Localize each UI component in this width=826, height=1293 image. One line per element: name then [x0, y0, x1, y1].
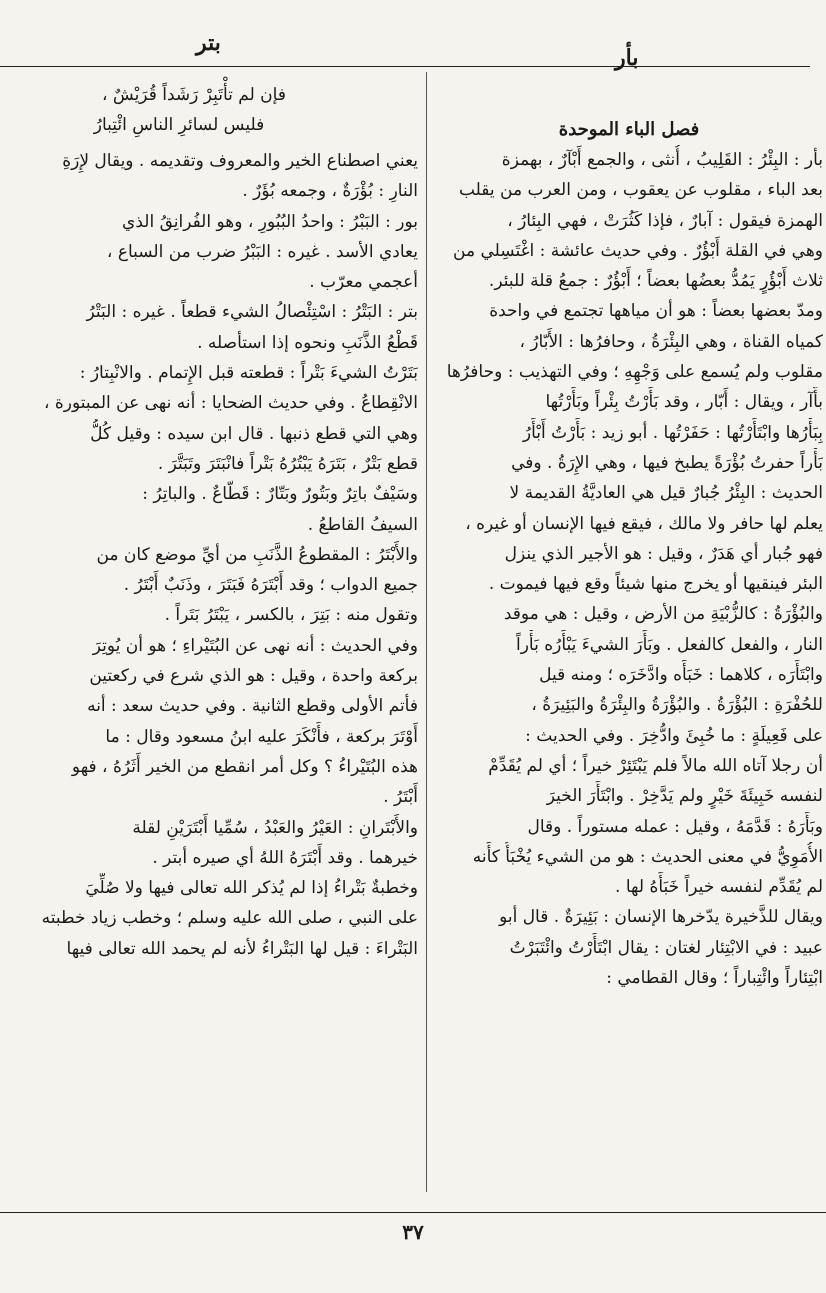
- text-line: بِبَأْرُها وابْتَأَرْتُها : حَفَرْتُها . أبو زيد : بَأَرْتُ أَبْأَرُ: [522, 422, 823, 443]
- text-line: الهمزة فيقول : آبارٌ ، فإذا كَثُرَتْ ، فهي البِئارُ ،: [507, 210, 823, 231]
- text-line: بأر : البِئْرُ : القَلِيبُ ، أُنثى ، والجمع أَبْآرٌ ، بهمزة: [501, 150, 823, 170]
- text-line: بأّآر ، ويقال : أَبّار ، وقد بَأَرْتُ بِئْراً وبَأَرْتُها: [545, 392, 823, 413]
- text-line: كمياه القناة ، وهي البِئْرَةُ ، وحافرُها : الأَبّارُ ،: [519, 331, 823, 352]
- text-line: والبُؤْرَةُ : كالزُّبْيَةِ من الأرض ، وقيل : هي موقد: [503, 604, 823, 625]
- text-line: وهي في القلة أَبْؤُرٌ . وفي حديث عائشة : اغْتَسِلي من: [453, 240, 823, 261]
- text-line: والأَبْتَرُ : المقطوعُ الذَّنَبِ من أيِّ موضع كان من: [96, 544, 418, 565]
- text-line: على النبي ، صلى الله عليه وسلم ؛ وخطب زياد خطبته: [41, 908, 418, 929]
- text-line: وتقول منه : بَتِرَ ، بالكسر ، يَبْتَرُ بَتَراً .: [164, 605, 418, 626]
- text-line: البئر فينقيها أو يخرج منها شيئاً وقع فيها فيموت .: [488, 574, 823, 595]
- right-column: [435, 115, 823, 993]
- text-line: السيفُ القاطعُ .: [307, 514, 418, 535]
- text-line: الحديث : البِئْرُ جُبارٌ قيل هي العاديَّةُ القديمة لا: [509, 483, 823, 504]
- page-number: ٣٧: [402, 1220, 424, 1244]
- text-line: وابْتَأَرَه ، كلاهما : خَبَأَه وادَّخَرَه ؛ ومنه قيل: [539, 665, 823, 686]
- section-title: فصل الباء الموحدة: [558, 119, 700, 140]
- text-line: مقلوب ولم يُسمع على وَجْهِهِ ؛ وفي التهذيب : وحافرُها: [446, 362, 823, 383]
- text-line: هذه البُتَيْراءُ ؟ وكل أمر انقطع من الخير أَثَرُهُ ، فهو: [71, 756, 418, 777]
- text-line: جميع الدواب ؛ وقد أَبْتَرَهُ فَبَتَرَ ، وذَنَبٌ أَبْتَرُ .: [123, 575, 418, 596]
- text-line: أَبْتَرُ .: [383, 787, 418, 808]
- text-line: بركعة واحدة ، وقيل : هو الذي شرع في ركعتين: [89, 666, 418, 687]
- text-line: ثلاث أَبْؤُرٍ يَمُدُّ بعضُها بعضاً ؛ أَبْؤُرٌ : جمعُ قلة للبئر.: [488, 271, 823, 292]
- header-rule: [0, 66, 810, 67]
- footer-rule: [0, 1212, 826, 1213]
- left-column-text: [0, 146, 418, 964]
- text-line: والأَبْتَرانِ : العَيْرُ والعَبْدُ ، سُمِّيا أَبْتَرَيْنِ لقلة: [132, 817, 418, 838]
- text-line: لنفسه خَبِيئَةَ خَيْرٍ ولم يَدَّخِرْ . وابْتَأَرَ الخيرَ: [546, 786, 823, 807]
- text-line: خيرهما . وقد أَبْتَرَهُ اللهُ أي صيره أبتر .: [152, 847, 418, 868]
- text-line: على فَعِيلَةٍ : ما خُبِئَ وادُّخِرَ . وفي الحديث :: [525, 725, 823, 746]
- text-line: بعد الباء ، مقلوب عن يعقوب ، ومن العرب من يقلب: [458, 180, 823, 201]
- text-line: وخطبةٌ بَتْراءُ إذا لم يُذكر الله تعالى فيها ولا صُلِّيَ: [85, 878, 418, 899]
- text-line: وهي التي قطع ذنبها . قال ابن سيده : وقيل كُلُّ: [90, 423, 418, 444]
- text-line: عبيد : في الابْتِئار لغتان : يقال ابْتَأَرْتُ وائْتَبَرْتُ: [509, 937, 823, 958]
- right-column-text: [435, 145, 823, 993]
- text-line: يعني اصطناع الخير والمعروف وتقديمه . ويقال لإِرَةِ: [62, 151, 418, 171]
- text-line: ومدّ بعضها بعضاً : هو أن مياهها تجتمع في واحدة: [489, 301, 823, 322]
- text-line: بَأْراً حفرتُ بُؤْرَةً يطبخ فيها ، وهي الإِرَةُ . وفي: [511, 452, 823, 473]
- text-line: وفي الحديث : أنه نهى عن البُتَيْراءِ ؛ هو أن يُوتِرَ: [92, 635, 418, 656]
- verse-line-1: فإن لم تأْتَبِرْ رَشَداً قُرَيْشٌ ،: [102, 85, 286, 105]
- text-line: قطع بَتْرٌ ، بَتَرَهُ يَبْتُرُهُ بَتْراً فانْبَتَرَ وتَبَتَّرَ .: [157, 453, 418, 474]
- text-line: يعلم لها حافر ولا مالك ، فيقع فيها الإنسان أو غيره ،: [465, 513, 823, 534]
- text-line: بتر : البَتْرُ : اسْتِئْصالُ الشيء قطعاً . غيره : البَتْرُ: [86, 302, 418, 323]
- text-line: الأُمَوِيُّ في معنى الحديث : هو من الشيء يُخْبَأُ كأَنه: [472, 846, 823, 867]
- text-line: الانْقِطاعُ . وفي حديث الضحايا : أنه نهى عن المبتورة ،: [43, 393, 418, 414]
- header-right-word: بأر: [615, 45, 639, 71]
- text-line: يعادي الأسد . غيره : البَبْرُ ضرب من السباع ،: [106, 241, 418, 262]
- text-line: بَتَرْتُ الشيءَ بَتْراً : قطعته قبل الإِتمام . والانْبِتارُ :: [79, 363, 418, 384]
- text-line: وسَيْفٌ باتِرٌ وبَتُورٌ وبَتّارٌ : قَطّاعٌ . والباتِرُ :: [142, 484, 418, 505]
- text-line: وبَأَرَهُ : قَدَّمَهُ ، وقيل : عمله مستوراً . وقال: [527, 816, 823, 837]
- text-line: أَوْتَرَ بركعة ، فأَنْكَرَ عليه ابنُ مسعود وقال : ما: [105, 726, 418, 747]
- text-line: للحُفْرَةِ : البُؤْرَةُ . والبُؤْرَةُ والبِئْرَةُ والبَئِيرَةُ ،: [531, 695, 823, 716]
- text-line: النارِ : بُؤْرَةٌ ، وجمعه بُؤَرٌ .: [242, 181, 418, 202]
- header-left-word: بتر: [196, 30, 221, 56]
- column-separator: [426, 72, 427, 1192]
- text-line: ويقال للذَّخيرة يدّخرها الإنسان : بَئِيرَةٌ . قال أبو: [499, 907, 823, 928]
- text-line: لم يُقَدِّم لنفسه خيراً خَبَأَهُ لها .: [615, 877, 823, 898]
- text-line: بور : البَبْرُ : واحدُ البُبُورِ ، وهو الفُرانِقُ الذي: [122, 211, 418, 232]
- text-line: فهو جُبار أي هَدَرٌ ، وقيل : هو الأجير الذي ينزل: [504, 543, 823, 564]
- text-line: قَطْعُ الذَّنَبِ ونحوه إذا استأصله .: [197, 332, 418, 353]
- left-column: [0, 80, 418, 964]
- text-line: النار ، والفعل كالفعل . وبَأَرَ الشيءَ يَبْأَرُه بَأْراً: [515, 634, 823, 655]
- text-line: أن رجلا آتاه الله مالاً فلم يَبْتَئِرْ خيراً ؛ أي لم يُقَدِّمْ: [488, 755, 823, 776]
- verse-line-2: فليس لسائرِ الناسِ ائْتِبارُ: [93, 115, 265, 135]
- text-line: فأتم الأولى وقطع الثانية . وفي حديث سعد : أنه: [87, 696, 418, 717]
- text-line: ابْتِئاراً وائْتِباراً ؛ وقال القطامي :: [606, 968, 823, 989]
- text-line: البَتْراءَ : قيل لها البَتْراءُ لأنه لم يحمد الله تعالى فيها: [66, 938, 418, 959]
- text-line: أعجمي معرّب .: [309, 272, 418, 293]
